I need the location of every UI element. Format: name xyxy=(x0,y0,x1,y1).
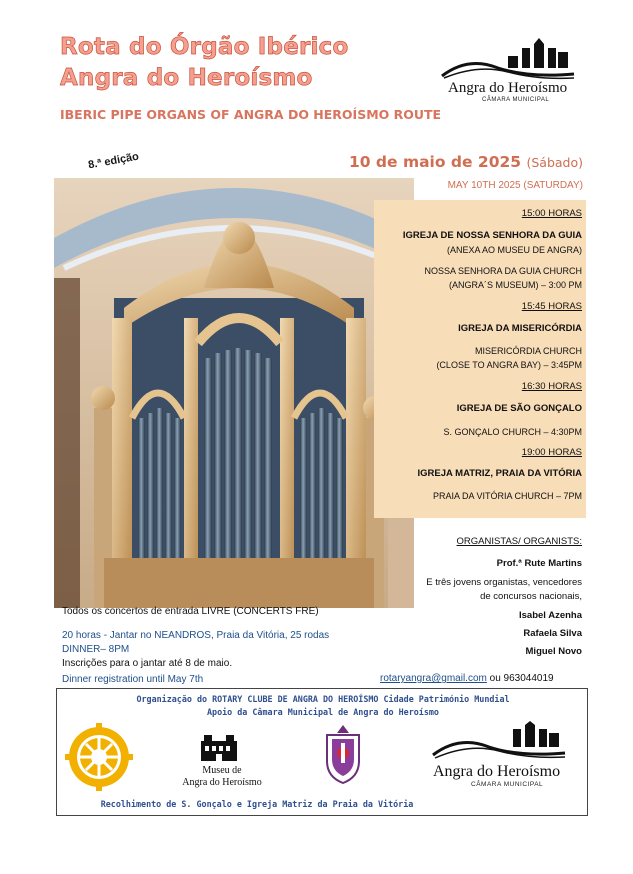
organist-name-3: Miguel Novo xyxy=(525,646,582,657)
schedule-en-3a: S. GONÇALO CHURCH – 4:30PM xyxy=(443,427,582,437)
pipe-organ-illustration xyxy=(54,178,414,608)
municipality-logo-tagline: CÂMARA MUNICIPAL xyxy=(482,97,550,103)
schedule-time-4: 19:00 HORAS xyxy=(521,447,582,458)
schedule-en-1b: (ANGRA´S MUSEUM) – 3:00 PM xyxy=(448,280,582,290)
rotary-wheel-icon xyxy=(65,723,133,791)
city-skyline-icon xyxy=(438,38,578,82)
contact-email[interactable]: rotaryangra@gmail.com xyxy=(380,673,487,684)
museum-building-icon xyxy=(199,733,239,761)
organ-photo xyxy=(54,178,414,608)
free-entry-notice: Todos os concertos de entrada LIVRE (CONCERTS FRE) xyxy=(62,606,319,617)
organist-name-1: Isabel Azenha xyxy=(518,610,582,621)
schedule-time-2: 15:45 HORAS xyxy=(521,301,582,312)
organists-section xyxy=(374,530,586,665)
schedule-venue-2: IGREJA DA MISERICÓRDIA xyxy=(458,323,582,334)
municipality-logo xyxy=(438,38,578,108)
schedule-en-1a: NOSSA SENHORA DA GUIA CHURCH xyxy=(424,266,582,276)
contact-phone: 963044019 xyxy=(503,673,554,684)
footer-municipality-tagline: CÂMARA MUNICIPAL xyxy=(471,781,544,788)
schedule-venue-note-1: (ANEXA AO MUSEU DE ANGRA) xyxy=(446,245,582,255)
dinner-pt: 20 horas - Jantar no NEANDROS, Praia da Vitória, 25 rodas xyxy=(62,630,330,641)
event-date-weekday: (Sábado) xyxy=(526,155,583,170)
contact-line xyxy=(380,673,554,684)
schedule-en-4a: PRAIA DA VITÓRIA CHURCH – 7PM xyxy=(432,491,582,501)
municipality-logo-name: Angra do Heroísmo xyxy=(448,80,568,96)
museum-logo-line1: Museu de xyxy=(202,765,242,776)
organists-intro-1: E três jovens organistas, vencedores xyxy=(426,577,582,588)
event-date-pt-text: 10 de maio de 2025 xyxy=(348,153,522,171)
organist-name-2: Rafaela Silva xyxy=(523,628,582,639)
schedule-en-2a: MISERICÓRDIA CHURCH xyxy=(474,346,582,356)
schedule-venue-3: IGREJA DE SÃO GONÇALO xyxy=(456,403,582,414)
schedule-venue-4: IGREJA MATRIZ, PRAIA DA VITÓRIA xyxy=(417,468,582,479)
contact-separator: ou xyxy=(489,673,501,684)
registration-pt: Inscrições para o jantar até 8 de maio. xyxy=(62,658,233,669)
organists-intro-2: de concursos nacionais, xyxy=(480,591,582,602)
registration-en: Dinner registration until May 7th xyxy=(62,674,204,685)
edition-badge: 8.ª edição xyxy=(87,150,140,172)
title-line-1: Rota do Órgão Ibérico xyxy=(60,34,349,60)
event-date-pt xyxy=(349,153,583,171)
footer-municipality-name: Angra do Heroísmo xyxy=(433,763,561,780)
footer-organization: Organização do ROTARY CLUBE DE ANGRA DO HEROÍSMO Cidade Património Mundial xyxy=(136,694,510,704)
schedule-en-2b: (CLOSE TO ANGRA BAY) – 3:45PM xyxy=(436,360,582,370)
museum-logo-line2: Angra do Heroísmo xyxy=(182,777,262,788)
dinner-en: DINNER– 8PM xyxy=(62,644,130,655)
sponsors-box xyxy=(56,688,588,816)
schedule-venue-1: IGREJA DE NOSSA SENHORA DA GUIA xyxy=(402,230,582,241)
schedule-time-3: 16:30 HORAS xyxy=(521,381,582,392)
footer-city-skyline-icon xyxy=(429,721,569,761)
footer-support: Apoio da Câmara Municipal de Angra do Heroísmo xyxy=(207,707,439,717)
organists-heading: ORGANISTAS/ ORGANISTS: xyxy=(456,536,582,547)
subtitle: IBERIC PIPE ORGANS OF ANGRA DO HEROÍSMO ROUTE xyxy=(60,107,442,122)
event-date-en: MAY 10TH 2025 (SATURDAY) xyxy=(447,180,583,191)
schedule-time-1: 15:00 HORAS xyxy=(521,208,582,219)
heraldic-crest-icon xyxy=(323,723,363,785)
title-line-2: Angra do Heroísmo xyxy=(60,65,313,91)
organist-lead: Prof.ª Rute Martins xyxy=(496,558,582,569)
footer-venues-line: Recolhimento de S. Gonçalo e Igreja Matriz da Praia da Vitória xyxy=(100,799,414,809)
schedule-panel xyxy=(374,200,586,518)
